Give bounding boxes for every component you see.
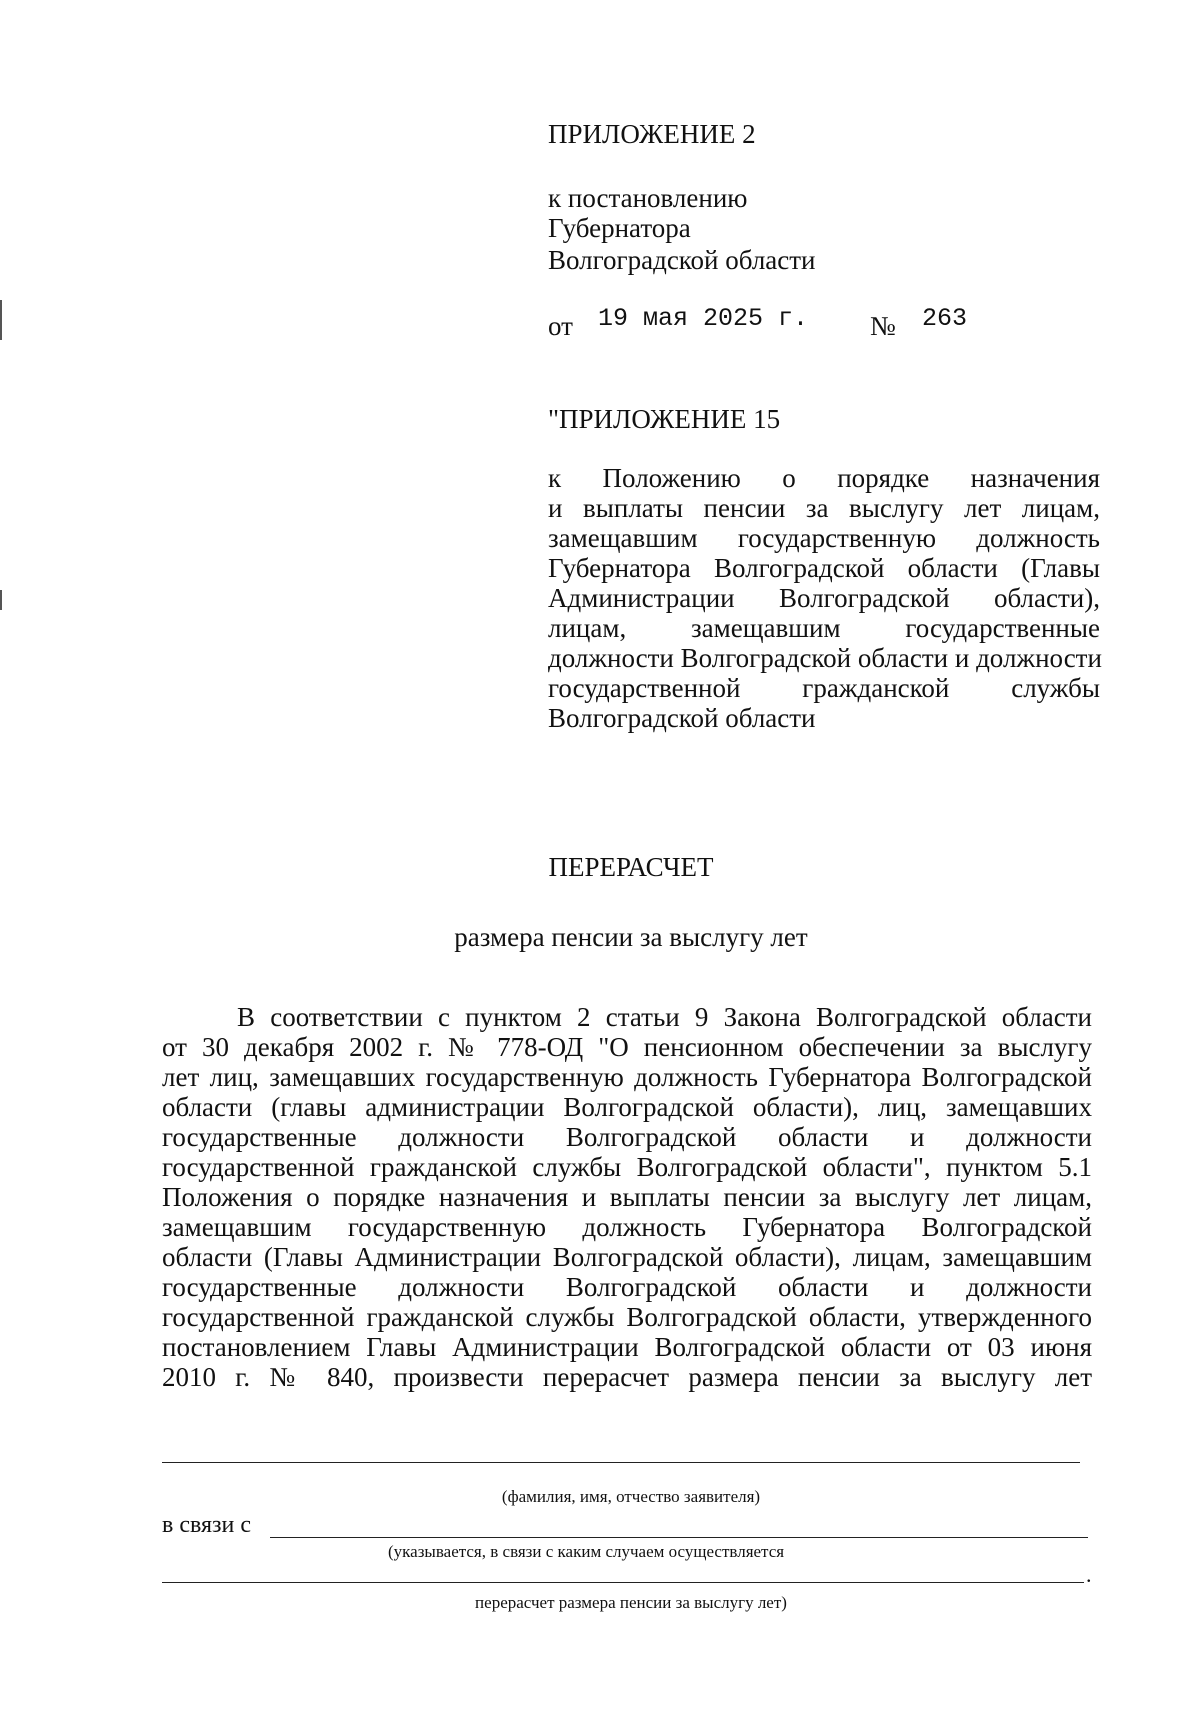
number-sign: № — [870, 311, 896, 341]
text-line: должности Волгоградской области и должности — [548, 643, 1102, 673]
body-line: государственной гражданской службы Волгоградской области", пунктом 5.1 — [162, 1152, 1092, 1182]
text-line: и выплаты пенсии за выслугу лет лицам, — [548, 493, 1100, 523]
body-line: В соответствии с пунктом 2 статьи 9 Закона Волгоградской области — [237, 1002, 1092, 1032]
body-line: области (Главы Администрации Волгоградской области), лицам, замещавшим — [162, 1242, 1092, 1272]
inner-appendix-title: "ПРИЛОЖЕНИЕ 15 — [548, 404, 781, 434]
reason-caption-continued: перерасчет размера пенсии за выслугу лет) — [475, 1593, 787, 1612]
applicant-name-line[interactable] — [162, 1462, 1080, 1463]
text-line: замещавшим государственную должность — [548, 523, 1100, 553]
text-line: Администрации Волгоградской области), — [548, 583, 1100, 613]
reason-line-continued[interactable] — [162, 1582, 1084, 1583]
reason-caption: (указывается, в связи с каким случаем осуществляется — [388, 1542, 785, 1561]
text-line: к Положению о порядке назначения — [548, 463, 1100, 493]
resolution-ref: к постановлению — [548, 183, 748, 213]
scan-mark — [0, 590, 2, 610]
date-prefix: от — [548, 311, 573, 341]
period-mark: . — [1086, 1562, 1092, 1587]
text-line: Губернатора Волгоградской области (Главы — [548, 553, 1100, 583]
inner-appendix-text — [548, 463, 1100, 733]
document-title: ПЕРЕРАСЧЕТ — [548, 852, 714, 882]
body-line: государственные должности Волгоградской области и должности — [162, 1122, 1092, 1152]
body-line: лет лиц, замещавших государственную должность Губернатора Волгоградской — [162, 1062, 1092, 1092]
region-label: Волгоградской области — [548, 245, 816, 275]
resolution-date: 19 мая 2025 г. — [598, 304, 809, 333]
reason-label: в связи с — [162, 1512, 252, 1538]
document-subtitle: размера пенсии за выслугу лет — [454, 922, 808, 952]
body-line: 2010 г. № 840, произвести перерасчет размера пенсии за выслугу лет — [162, 1362, 1092, 1392]
body-line: области (главы администрации Волгоградской области), лиц, замещавших — [162, 1092, 1092, 1122]
applicant-name-caption: (фамилия, имя, отчество заявителя) — [501, 1487, 761, 1506]
text-line: Волгоградской области — [548, 703, 816, 733]
text-line: лицам, замещавшим государственные — [548, 613, 1100, 643]
scan-mark — [0, 300, 2, 340]
text-line: государственной гражданской службы — [548, 673, 1100, 703]
body-line: замещавшим государственную должность Губернатора Волгоградской — [162, 1212, 1092, 1242]
body-line: государственные должности Волгоградской области и должности — [162, 1272, 1092, 1302]
governor-label: Губернатора — [548, 213, 691, 243]
body-line: государственной гражданской службы Волгоградской области, утвержденного — [162, 1302, 1092, 1332]
body-paragraph — [162, 1002, 1092, 1392]
body-line: постановлением Главы Администрации Волгоградской области от 03 июня — [162, 1332, 1092, 1362]
body-line: Положения о порядке назначения и выплаты пенсии за выслугу лет лицам, — [162, 1182, 1092, 1212]
reason-line[interactable] — [270, 1537, 1088, 1538]
resolution-number: 263 — [922, 304, 968, 333]
body-line: от 30 декабря 2002 г. № 778-ОД "О пенсионном обеспечении за выслугу — [162, 1032, 1092, 1062]
appendix-number: ПРИЛОЖЕНИЕ 2 — [548, 119, 756, 149]
